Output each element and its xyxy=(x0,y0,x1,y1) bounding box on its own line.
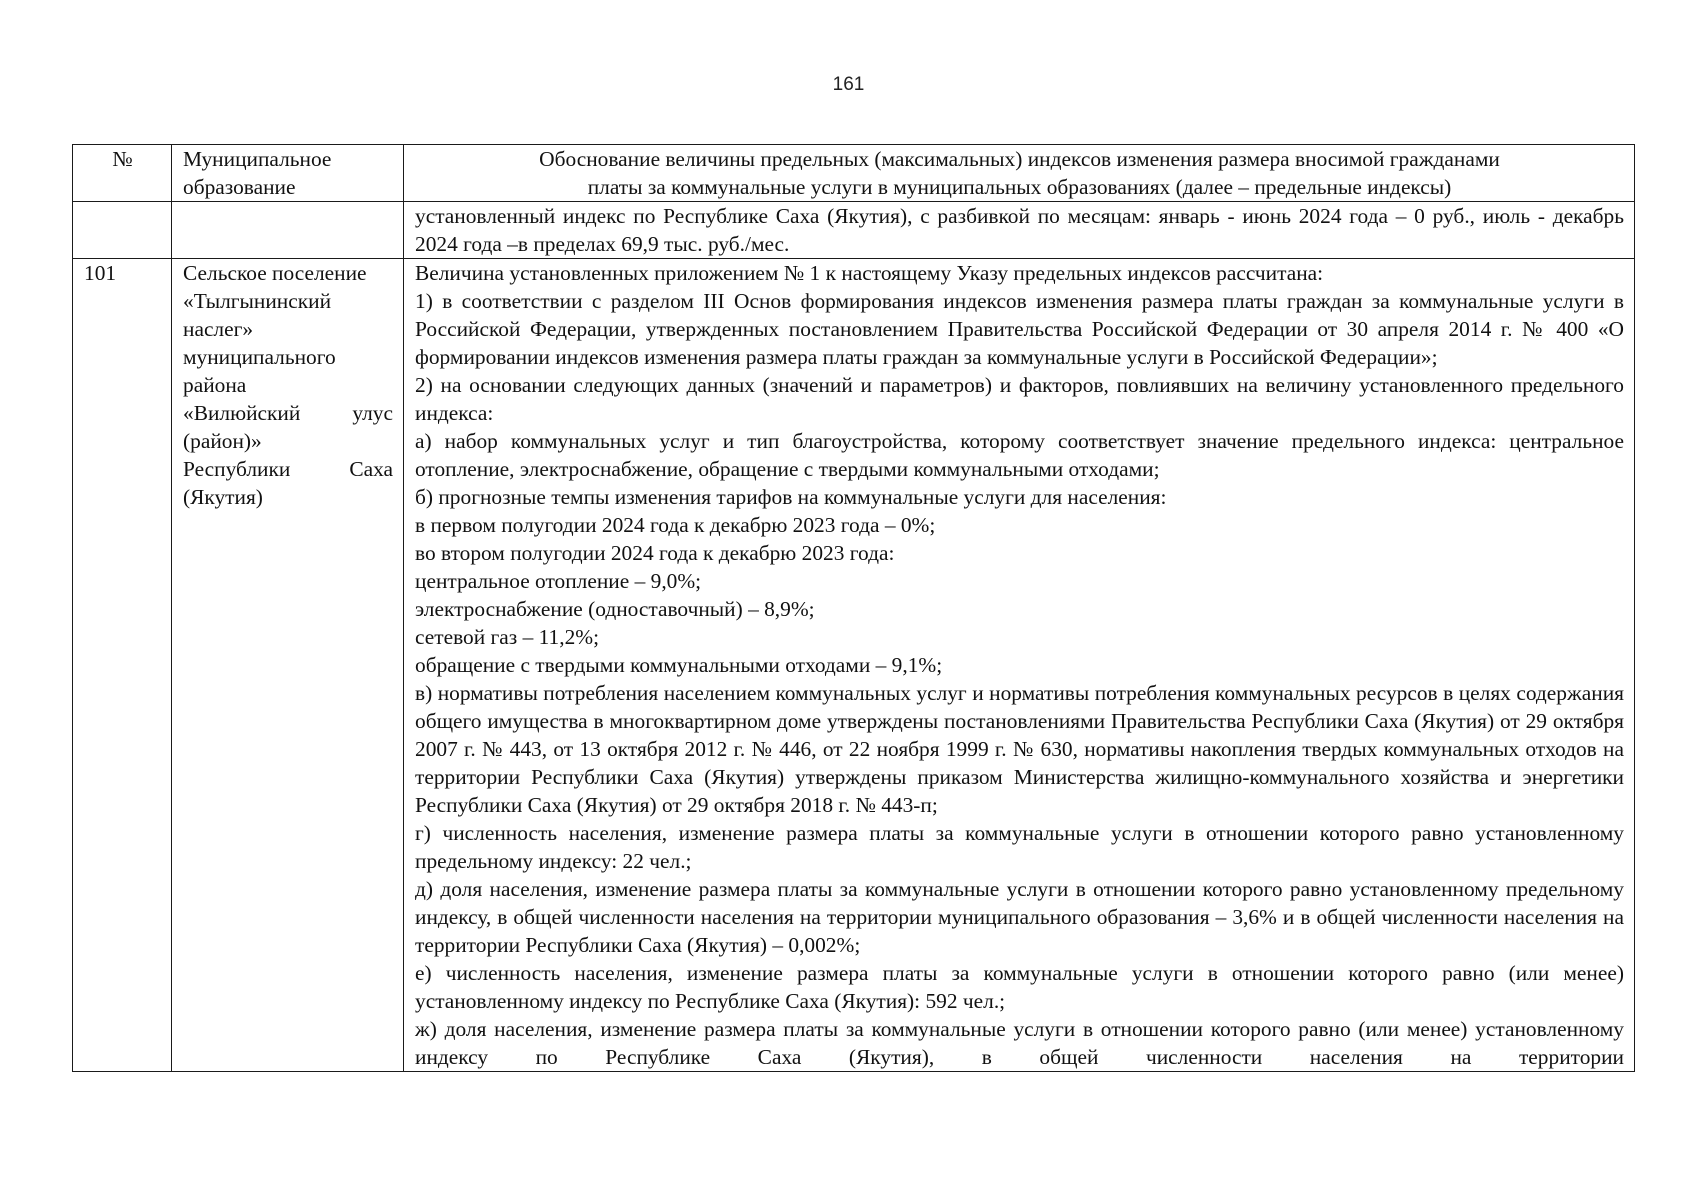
header-municipality-line: образование xyxy=(183,175,296,199)
justification-paragraph: д) доля населения, изменение размера платы за коммунальные услуги в отношении которого равно установленному предельному индексу, в общей численности населения на территории муниципального образования – 3,6% и в общей численности населения на территории Республики Саха (Якутия) – 0,002%; xyxy=(415,877,1624,957)
municipality-cell xyxy=(172,202,404,259)
justification-paragraph: обращение с твердыми коммунальными отходами – 9,1%; xyxy=(415,653,943,677)
municipality-line: Сельское поселение xyxy=(183,261,367,285)
justification-paragraph: электроснабжение (одноставочный) – 8,9%; xyxy=(415,597,815,621)
justification-paragraph: сетевой газ – 11,2%; xyxy=(415,625,600,649)
justification-paragraph: центральное отопление – 9,0%; xyxy=(415,569,702,593)
justification-paragraph: 1) в соответствии с разделом III Основ формирования индексов изменения размера платы граждан за коммунальные услуги в Российской Федерации, утвержденных постановлением Правительства Российской Федерации от 30 апреля 2014 г. № 400 «О формировании индексов изменения размера платы граждан за коммунальные услуги в Российской Федерации»; xyxy=(415,289,1624,369)
municipality-line: муниципального xyxy=(183,345,336,369)
justification-paragraph: Величина установленных приложением № 1 к настоящему Указу предельных индексов рассчитана: xyxy=(415,261,1324,285)
municipality-line: «Вилюйский улус xyxy=(183,401,393,425)
justification-paragraph: б) прогнозные темпы изменения тарифов на коммунальные услуги для населения: xyxy=(415,485,1167,509)
municipality-cell xyxy=(172,259,404,1072)
municipality-line: района xyxy=(183,373,247,397)
municipality-line: (Якутия) xyxy=(183,485,263,509)
table-row-continuation xyxy=(73,202,1635,259)
header-justification-line: платы за коммунальные услуги в муниципальных образованиях (далее – предельные индексы) xyxy=(587,175,1452,199)
municipality-line: «Тылгынинский xyxy=(183,289,332,313)
justification-paragraph: г) численность населения, изменение размера платы за коммунальные услуги в отношении которого равно установленному предельному индексу: 22 чел.; xyxy=(415,821,1624,873)
header-number: № xyxy=(73,145,172,202)
table-row-101 xyxy=(73,259,1635,1072)
justification-cell xyxy=(404,259,1635,1072)
municipality-line: наслег» xyxy=(183,317,254,341)
table-header-row xyxy=(73,145,1635,202)
justification-paragraph: а) набор коммунальных услуг и тип благоустройства, которому соответствует значение предельного индекса: центральное отопление, электроснабжение, обращение с твердыми коммунальными отходами; xyxy=(415,429,1624,481)
header-municipality-line: Муниципальное xyxy=(183,147,332,171)
header-justification-line: Обоснование величины предельных (максимальных) индексов изменения размера вносимой гражданами xyxy=(539,147,1500,171)
justification-paragraph: в) нормативы потребления населением коммунальных услуг и нормативы потребления коммунальных ресурсов в целях содержания общего имущества в многоквартирном доме утверждены постановлениями Правительства Республики Саха (Якутия) от 29 октября 2007 г. № 443, от 13 октября 2012 г. № 446, от 22 ноября 1999 г. № 630, нормативы накопления твердых коммунальных отходов на территории Республики Саха (Якутия) утверждены приказом Министерства жилищно-коммунального хозяйства и энергетики Республики Саха (Якутия) от 29 октября 2018 г. № 443-п; xyxy=(415,681,1624,817)
justification-paragraph: ж) доля населения, изменение размера платы за коммунальные услуги в отношении которого равно (или менее) установленному индексу по Республике Саха (Якутия), в общей численности населения на территории xyxy=(415,1017,1624,1069)
header-justification xyxy=(404,145,1635,202)
justification-paragraph: установленный индекс по Республике Саха (Якутия), с разбивкой по месяцам: январь - июнь 2024 года – 0 руб., июль - декабрь 2024 года –в пределах 69,9 тыс. руб./мес. xyxy=(415,204,1624,256)
page-number: 161 xyxy=(832,74,865,95)
municipality-line: (район)» xyxy=(183,429,262,453)
justification-cell xyxy=(404,202,1635,259)
row-number-cell: 101 xyxy=(73,259,172,1072)
justification-paragraph: 2) на основании следующих данных (значений и параметров) и факторов, повлиявших на величину установленного предельного индекса: xyxy=(415,373,1624,425)
justification-paragraph: во втором полугодии 2024 года к декабрю 2023 года: xyxy=(415,541,895,565)
index-justification-table xyxy=(72,144,1635,1072)
row-number-cell xyxy=(73,202,172,259)
header-municipality xyxy=(172,145,404,202)
justification-paragraph: в первом полугодии 2024 года к декабрю 2023 года – 0%; xyxy=(415,513,936,537)
municipality-line: Республики Саха xyxy=(183,457,393,481)
justification-paragraph: е) численность населения, изменение размера платы за коммунальные услуги в отношении которого равно (или менее) установленному индексу по Республике Саха (Якутия): 592 чел.; xyxy=(415,961,1624,1013)
